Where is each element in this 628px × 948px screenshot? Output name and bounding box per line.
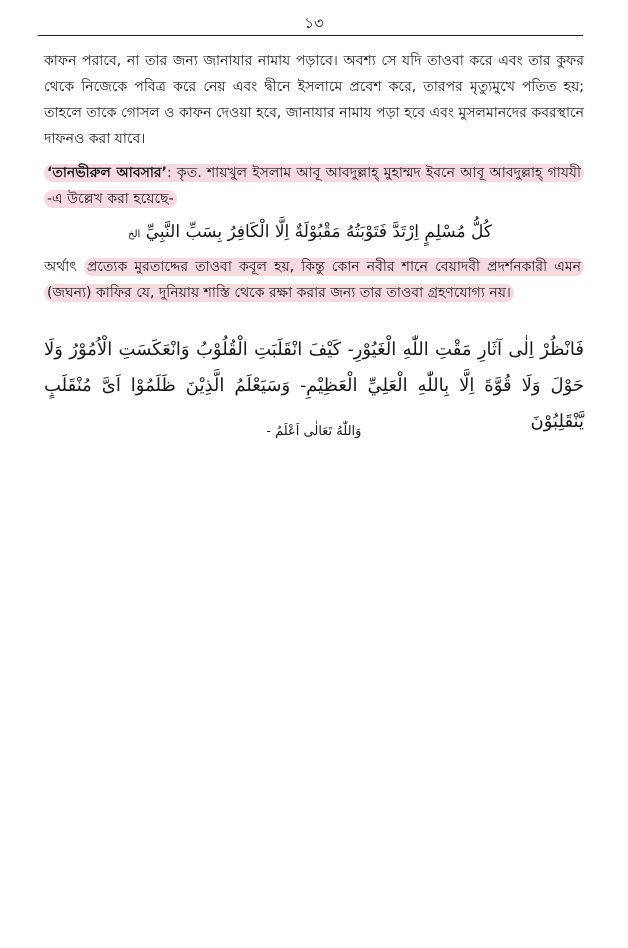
book-title: ‘তানভীরুল আবসার’ — [47, 165, 167, 181]
header-rule — [38, 35, 583, 36]
paragraph-1: কাফন পরাবে, না তার জন্য জানাযার নামায পড়াবে। অবশ্য সে যদি তাওবা করে এবং তার কুফর থেকে নিজেকে পবিত্র করে নেয় এবং দ্বীনে ইসলামে প্রবেশ করে, তারপর মৃত্যুমুখে পতিত হয়; তাহলে তাকে গোসল ও কাফন দেওয়া হবে, জানাযার নামায পড়া হবে এবং মুসলমানদের কবরস্থানে দাফনও করা যাবে। — [44, 53, 584, 147]
paragraph-translation — [44, 254, 584, 306]
arabic-quote-text: كُلُّ مُسْلِمٍ اِرْتَدَّ فَتَوْبَتُهُ مَقْبُوْلَةٌ اِلَّا الْكَافِرُ بِسَبِّ النَّبِيِّ — [145, 222, 492, 242]
arabic-closing: فَانْظُرْ اِلٰى آثَارِ مَقْتِ اللّٰهِ الْغَيُوْرِ- كَيْفَ انْقَلَبَتِ الْقُلُوْبُ وَانْعَكَسَتِ الْاُمُوْرُ وَلَا حَوْلَ وَلَا قُوَّةَ اِلَّا بِاللّٰهِ الْعَلِيِّ الْعَظِيْمِ- وَسَيَعْلَمُ الَّذِيْنَ ظَلَمُوْا اَیَّ مُنْقَلَبٍ يَّنْقَلِبُوْنَ — [44, 339, 584, 432]
translation-highlight: প্রত্যেক মুরতাদ্দের তাওবা কবূল হয়, কিন্তু কোন নবীর শানে বেয়াদবী প্রদর্শনকারী এমন (জঘন্য) কাফির যে, দুনিয়ায় শাস্তি থেকে রক্ষা করার জন্য তার তাওবা গ্রহণযোগ্য নয়। — [44, 258, 584, 302]
paragraph-2 — [44, 160, 584, 212]
page-number: ১৩ — [304, 14, 324, 32]
paragraph-2-highlight — [44, 164, 584, 208]
arabic-quote-suffix: الخ — [128, 229, 141, 240]
translation-lead: অর্থাৎ — [44, 259, 77, 275]
arabic-final: وَاللّٰهُ تَعَالٰى اَعْلَمُ - — [266, 424, 362, 439]
paragraph-2-text: : কৃত. শায়খুল ইসলাম আবূ আবদুল্লাহ্ মুহাম্মদ ইবনে আবূ আবদুল্লাহ্ গাযযী -এ উল্লেখ করা হয়েছে- — [47, 165, 581, 207]
arabic-quote — [60, 222, 560, 242]
